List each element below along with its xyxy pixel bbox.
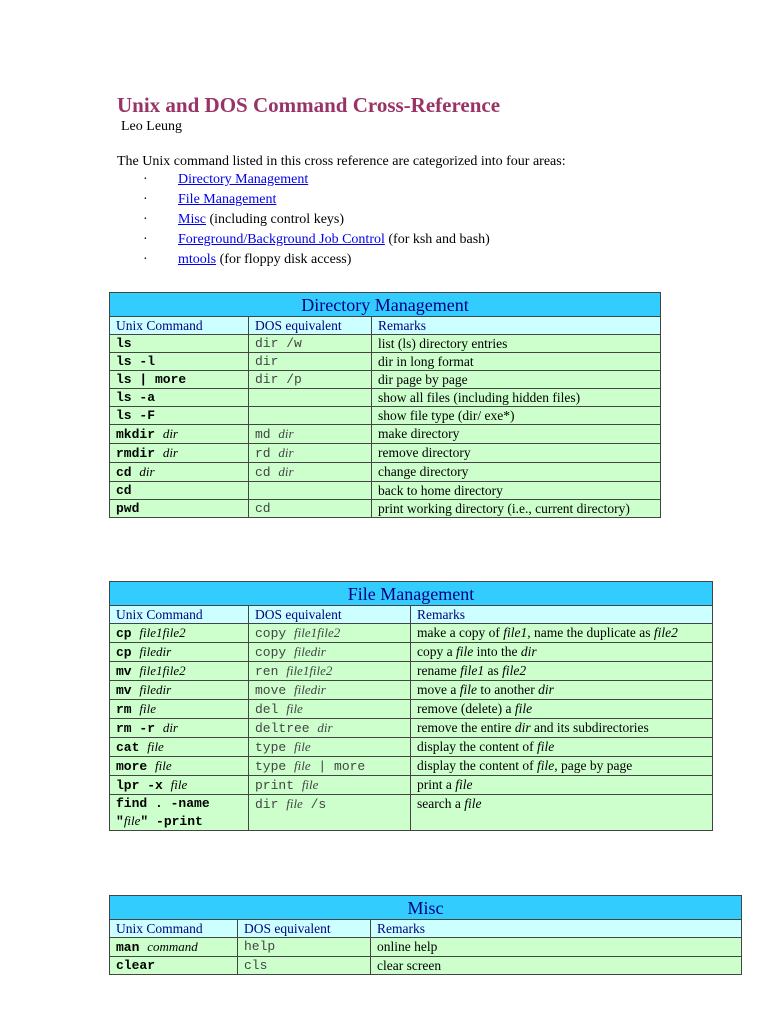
cell-text: dir page by page xyxy=(378,372,468,387)
dos-equivalent-cell xyxy=(249,444,372,463)
table-row xyxy=(110,957,742,975)
unix-command-cell xyxy=(110,719,249,738)
unix-command-cell xyxy=(110,776,249,795)
bullet-icon: · xyxy=(143,212,148,227)
unix-command-cell xyxy=(110,444,249,463)
column-header-unix: Unix Command xyxy=(110,606,249,624)
table-row xyxy=(110,482,661,500)
link-misc[interactable]: Misc xyxy=(178,212,206,227)
dos-equivalent-cell xyxy=(238,957,371,975)
table-row xyxy=(110,500,661,518)
bullet-icon: · xyxy=(143,192,148,207)
unix-command-cell xyxy=(110,371,249,389)
placeholder-argument: filedir xyxy=(294,682,326,697)
placeholder-argument: filedir xyxy=(139,644,172,659)
table-row xyxy=(110,662,713,681)
author-name: Leo Leung xyxy=(121,119,183,134)
unix-command-cell xyxy=(110,643,249,662)
cell-text: cp xyxy=(116,645,140,660)
placeholder-argument: file xyxy=(294,739,311,754)
cell-text: into the xyxy=(473,644,521,659)
placeholder-argument: file xyxy=(464,796,482,811)
placeholder-argument: dir xyxy=(520,644,537,659)
placeholder-argument: file2 xyxy=(653,625,678,640)
cell-text: type xyxy=(255,759,295,774)
cell-text: /s xyxy=(302,797,327,812)
cell-text: list (ls) directory entries xyxy=(378,336,508,351)
cell-text: type xyxy=(255,740,295,755)
link-directory-management[interactable]: Directory Management xyxy=(178,172,309,187)
cell-text: rd xyxy=(255,446,279,461)
remarks-cell xyxy=(372,482,661,500)
cell-text: help xyxy=(244,939,276,954)
placeholder-argument: file1file2 xyxy=(286,663,333,678)
placeholder-argument: file xyxy=(301,777,319,792)
cell-text: lpr -x xyxy=(116,778,171,793)
dos-equivalent-cell xyxy=(249,371,372,389)
unix-command-cell xyxy=(110,738,249,757)
unix-command-cell xyxy=(110,500,249,518)
cell-text: cls xyxy=(244,958,268,973)
remarks-cell xyxy=(411,757,713,776)
bullet-icon: · xyxy=(143,252,148,267)
cell-text: print xyxy=(255,778,302,793)
cell-text: dir in long format xyxy=(378,354,474,369)
cell-text: make a copy of xyxy=(417,625,504,640)
unix-command-cell xyxy=(110,795,249,831)
cell-text: cat xyxy=(116,740,148,755)
cell-text: deltree xyxy=(255,721,318,736)
table-row xyxy=(110,463,661,482)
cell-text: print working directory (i.e., current directory) xyxy=(378,501,630,516)
table-row xyxy=(110,389,661,407)
cell-text: mkdir xyxy=(116,427,163,442)
placeholder-argument: file1 xyxy=(503,625,528,640)
link-job-control[interactable]: Foreground/Background Job Control xyxy=(178,232,385,247)
cell-text: remove (delete) a xyxy=(417,701,515,716)
misc-table xyxy=(109,895,742,975)
unix-command-cell xyxy=(110,957,238,975)
table-title: Misc xyxy=(110,896,742,920)
placeholder-argument: file1file2 xyxy=(294,625,341,640)
dos-equivalent-cell xyxy=(249,719,411,738)
dos-equivalent-cell xyxy=(249,407,372,425)
placeholder-argument: dir xyxy=(278,445,294,460)
dos-equivalent-cell xyxy=(238,938,371,957)
unix-command-cell xyxy=(110,757,249,776)
placeholder-argument: file xyxy=(139,701,157,716)
placeholder-argument: file xyxy=(155,758,172,773)
placeholder-argument: file xyxy=(123,813,141,828)
cell-text: back to home directory xyxy=(378,483,503,498)
dos-equivalent-cell xyxy=(249,389,372,407)
cell-text: mv xyxy=(116,683,140,698)
remarks-cell xyxy=(411,624,713,643)
remarks-cell xyxy=(371,957,742,975)
placeholder-argument: file2 xyxy=(502,663,527,678)
intro-text: The Unix command listed in this cross reference are categorized into four areas: xyxy=(117,154,566,169)
table-row xyxy=(110,444,661,463)
cell-text: , name the duplicate as xyxy=(527,625,654,640)
table-row xyxy=(110,795,713,831)
cell-text: copy xyxy=(255,626,295,641)
table-row xyxy=(110,371,661,389)
remarks-cell xyxy=(372,407,661,425)
cell-text: clear screen xyxy=(377,958,442,973)
table-row xyxy=(110,681,713,700)
table-row xyxy=(110,738,713,757)
remarks-cell xyxy=(411,795,713,831)
cell-text: cd xyxy=(116,483,132,498)
placeholder-argument: dir xyxy=(162,426,178,441)
cell-text: copy a xyxy=(417,644,456,659)
directory-management-table xyxy=(109,292,661,518)
cell-text: " -print xyxy=(140,814,203,829)
dos-equivalent-cell xyxy=(249,757,411,776)
table-row xyxy=(110,938,742,957)
cell-text: rename xyxy=(417,663,461,678)
dos-equivalent-cell xyxy=(249,335,372,353)
placeholder-argument: file xyxy=(459,682,477,697)
placeholder-argument: filedir xyxy=(139,682,172,697)
remarks-cell xyxy=(371,938,742,957)
placeholder-argument: file xyxy=(536,739,555,754)
column-header-dos: DOS equivalent xyxy=(249,317,372,335)
dos-equivalent-cell xyxy=(249,776,411,795)
dos-equivalent-cell xyxy=(249,662,411,681)
cell-text: rmdir xyxy=(116,446,163,461)
unix-command-cell xyxy=(110,335,249,353)
table-row xyxy=(110,353,661,371)
cell-text: cd xyxy=(255,465,279,480)
cell-text: ls -l xyxy=(116,354,156,369)
cell-text: as xyxy=(484,663,503,678)
link-file-management[interactable]: File Management xyxy=(178,192,277,207)
cell-text: move xyxy=(255,683,295,698)
cell-text: move a xyxy=(417,682,460,697)
cell-text: rm xyxy=(116,702,140,717)
cell-text: mv xyxy=(116,664,140,679)
column-header-dos: DOS equivalent xyxy=(249,606,411,624)
cell-text: change directory xyxy=(378,464,469,479)
column-header-remarks: Remarks xyxy=(371,920,742,938)
placeholder-argument: dir xyxy=(162,720,178,735)
cell-text: to another xyxy=(477,682,539,697)
table-row xyxy=(110,407,661,425)
cell-text: remove the entire xyxy=(417,720,515,735)
remarks-cell xyxy=(372,425,661,444)
dos-equivalent-cell xyxy=(249,624,411,643)
cell-text: pwd xyxy=(116,501,140,516)
placeholder-argument: file xyxy=(536,758,555,773)
unix-command-cell xyxy=(110,463,249,482)
unix-command-cell xyxy=(110,662,249,681)
unix-command-cell xyxy=(110,681,249,700)
unix-command-cell xyxy=(110,482,249,500)
placeholder-argument: file xyxy=(286,701,303,716)
placeholder-argument: file xyxy=(294,758,311,773)
remarks-cell xyxy=(372,371,661,389)
area-note: (for floppy disk access) xyxy=(216,252,352,267)
remarks-cell xyxy=(372,463,661,482)
dos-equivalent-cell xyxy=(249,643,411,662)
bullet-icon: · xyxy=(143,172,148,187)
remarks-cell xyxy=(411,662,713,681)
cell-text: find . -name " xyxy=(116,796,210,829)
area-note: (for ksh and bash) xyxy=(384,232,490,247)
link-mtools[interactable]: mtools xyxy=(178,252,217,267)
remarks-cell xyxy=(411,700,713,719)
cell-text: show all files (including hidden files) xyxy=(378,390,581,405)
placeholder-argument: file xyxy=(455,644,474,659)
remarks-cell xyxy=(372,389,661,407)
cell-text: and its subdirectories xyxy=(530,720,649,735)
unix-command-cell xyxy=(110,700,249,719)
remarks-cell xyxy=(411,719,713,738)
cell-text: man xyxy=(116,940,148,955)
cell-text: copy xyxy=(255,645,295,660)
cell-text: remove directory xyxy=(378,445,471,460)
table-row xyxy=(110,643,713,662)
cell-text: ren xyxy=(255,664,287,679)
cell-text: display the content of xyxy=(417,739,537,754)
cell-text: ls -a xyxy=(116,390,156,405)
cell-text: cd xyxy=(255,501,271,516)
placeholder-argument: dir xyxy=(278,464,294,479)
placeholder-argument: dir xyxy=(514,720,531,735)
placeholder-argument: file1file2 xyxy=(139,625,186,640)
cell-text: more xyxy=(116,759,156,774)
cell-text: dir xyxy=(255,797,287,812)
dos-equivalent-cell xyxy=(249,738,411,757)
remarks-cell xyxy=(411,681,713,700)
table-title: Directory Management xyxy=(110,293,661,317)
remarks-cell xyxy=(372,500,661,518)
unix-command-cell xyxy=(110,407,249,425)
remarks-cell xyxy=(372,335,661,353)
placeholder-argument: command xyxy=(147,939,198,954)
cell-text: cd xyxy=(116,465,140,480)
dos-equivalent-cell xyxy=(249,795,411,831)
cell-text: ls xyxy=(116,336,132,351)
placeholder-argument: file xyxy=(286,796,303,811)
cell-text: clear xyxy=(116,958,156,973)
table-row xyxy=(110,757,713,776)
unix-command-cell xyxy=(110,389,249,407)
cell-text: display the content of xyxy=(417,758,537,773)
cell-text: ls | more xyxy=(116,372,187,387)
table-row xyxy=(110,700,713,719)
bullet-icon: · xyxy=(143,232,148,247)
cell-text: online help xyxy=(377,939,438,954)
remarks-cell xyxy=(411,643,713,662)
placeholder-argument: dir xyxy=(162,445,178,460)
cell-text: , page by page xyxy=(554,758,633,773)
table-row xyxy=(110,719,713,738)
remarks-cell xyxy=(411,738,713,757)
placeholder-argument: file xyxy=(455,777,473,792)
cell-text: | more xyxy=(310,759,366,774)
cell-text: md xyxy=(255,427,279,442)
cell-text: dir /w xyxy=(255,336,302,351)
table-row xyxy=(110,776,713,795)
area-note: (including control keys) xyxy=(206,212,345,227)
cell-text: dir /p xyxy=(255,372,302,387)
placeholder-argument: dir xyxy=(139,464,155,479)
unix-command-cell xyxy=(110,425,249,444)
placeholder-argument: file1file2 xyxy=(139,663,186,678)
cell-text: print a xyxy=(417,777,456,792)
remarks-cell xyxy=(411,776,713,795)
dos-equivalent-cell xyxy=(249,353,372,371)
dos-equivalent-cell xyxy=(249,463,372,482)
placeholder-argument: file xyxy=(170,777,188,792)
cell-text: show file type (dir/ exe*) xyxy=(378,408,515,423)
cell-text: del xyxy=(255,702,287,717)
placeholder-argument: file xyxy=(147,739,164,754)
column-header-unix: Unix Command xyxy=(110,317,249,335)
file-management-table xyxy=(109,581,713,831)
placeholder-argument: dir xyxy=(317,720,333,735)
placeholder-argument: dir xyxy=(278,426,294,441)
table-row xyxy=(110,624,713,643)
table-title: File Management xyxy=(110,582,713,606)
cell-text: make directory xyxy=(378,426,460,441)
dos-equivalent-cell xyxy=(249,700,411,719)
dos-equivalent-cell xyxy=(249,500,372,518)
cell-text: dir xyxy=(255,354,279,369)
cell-text: search a xyxy=(417,796,465,811)
remarks-cell xyxy=(372,353,661,371)
remarks-cell xyxy=(372,444,661,463)
table-row xyxy=(110,335,661,353)
page-title: Unix and DOS Command Cross-Reference xyxy=(117,93,501,117)
column-header-remarks: Remarks xyxy=(372,317,661,335)
placeholder-argument: filedir xyxy=(294,644,326,659)
placeholder-argument: file xyxy=(514,701,533,716)
cell-text: cp xyxy=(116,626,140,641)
dos-equivalent-cell xyxy=(249,681,411,700)
placeholder-argument: file1 xyxy=(460,663,485,678)
dos-equivalent-cell xyxy=(249,425,372,444)
column-header-remarks: Remarks xyxy=(411,606,713,624)
unix-command-cell xyxy=(110,938,238,957)
unix-command-cell xyxy=(110,624,249,643)
cell-text: rm -r xyxy=(116,721,163,736)
column-header-unix: Unix Command xyxy=(110,920,238,938)
cell-text: ls -F xyxy=(116,408,156,423)
placeholder-argument: dir xyxy=(538,682,554,697)
dos-equivalent-cell xyxy=(249,482,372,500)
unix-command-cell xyxy=(110,353,249,371)
column-header-dos: DOS equivalent xyxy=(238,920,371,938)
table-row xyxy=(110,425,661,444)
